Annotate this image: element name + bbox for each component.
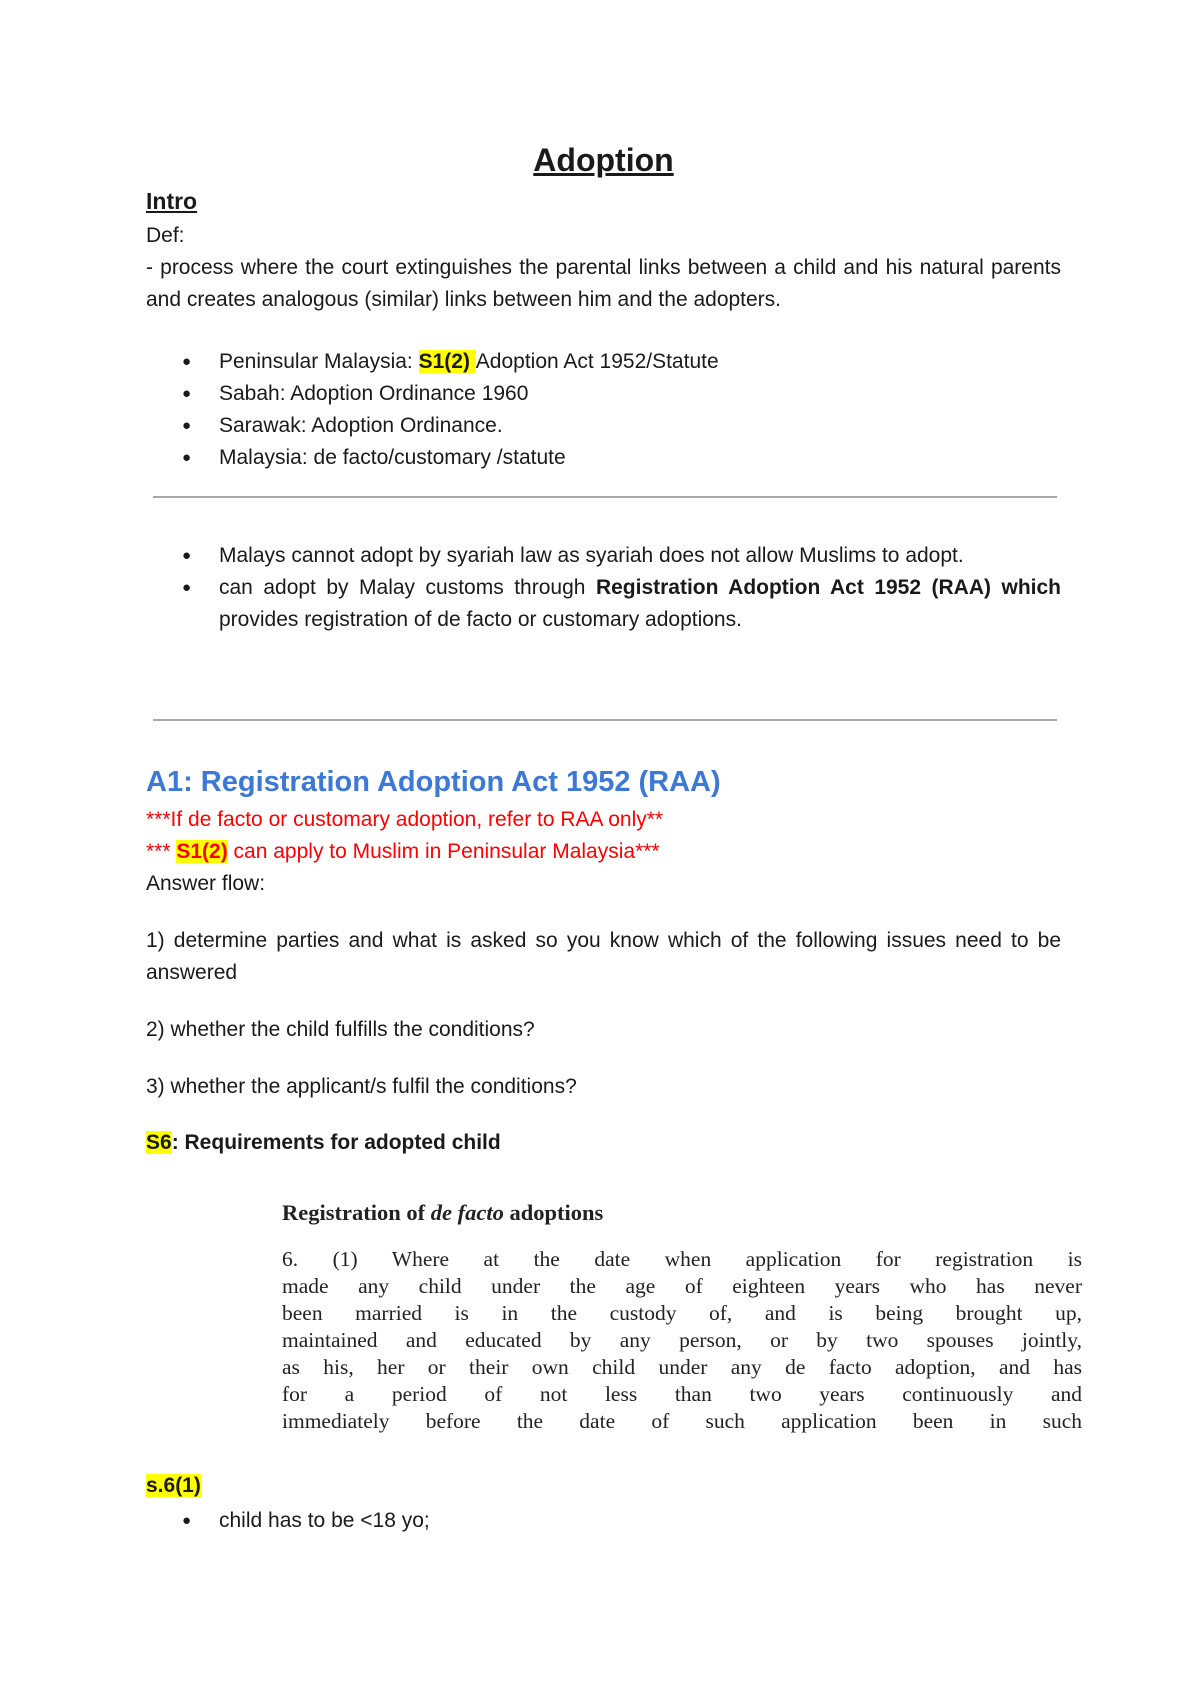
list-item: ● Sabah: Adoption Ordinance 1960: [146, 378, 1061, 410]
divider: [153, 496, 1057, 498]
statute-line: as his, her or their own child under any de facto adoption, and has: [282, 1355, 1082, 1379]
answer-flow-label: Answer flow:: [146, 872, 266, 895]
list-item: ● child has to be <18 yo;: [146, 1505, 1061, 1537]
raa-bold-text: Registration Adoption Act 1952 (RAA) which: [595, 576, 1061, 599]
malay-points-list: [146, 540, 1061, 636]
red-note-2: *** S1(2) can apply to Muslim in Peninsular Malaysia***: [146, 840, 660, 863]
highlight-s6: S6: [146, 1131, 172, 1154]
highlight-s1-2: S1(2): [418, 350, 476, 373]
statute-line: maintained and educated by any person, or by two spouses jointly,: [282, 1328, 1082, 1352]
page-title: Adoption: [533, 142, 674, 178]
step-2: 2) whether the child fulfills the conditions?: [146, 1018, 535, 1041]
s6-1-list: [146, 1505, 1061, 1537]
highlight-s6-1: s.6(1): [146, 1474, 201, 1497]
list-item: ● Malaysia: de facto/customary /statute: [146, 442, 1061, 474]
list-item: ● Malays cannot adopt by syariah law as syariah does not allow Muslims to adopt.: [146, 540, 1061, 572]
s6-heading: S6: Requirements for adopted child: [146, 1131, 501, 1154]
divider: [153, 719, 1057, 721]
list-item: ● Sarawak: Adoption Ordinance.: [146, 410, 1061, 442]
statute-heading: Registration of de facto adoptions: [282, 1200, 604, 1225]
step-1: 1) determine parties and what is asked so you know which of the following issues need to be answered: [146, 929, 1061, 984]
statute-line: for a period of not less than two years continuously and: [282, 1382, 1082, 1406]
s6-1-heading: [146, 1474, 201, 1498]
def-text: - process where the court extinguishes the parental links between a child and his natural parents and creates analogous (similar) links between him and the adopters.: [146, 256, 1061, 311]
red-note-1: ***If de facto or customary adoption, refer to RAA only**: [146, 808, 664, 831]
statute-line: 6. (1) Where at the date when application for registration is: [282, 1247, 1082, 1271]
step-3: 3) whether the applicant/s fulfil the conditions?: [146, 1075, 577, 1098]
statute-line: immediately before the date of such application been in such: [282, 1409, 1082, 1433]
def-label: Def:: [146, 224, 185, 247]
jurisdiction-list: [146, 346, 1061, 474]
section-heading-a1: A1: Registration Adoption Act 1952 (RAA): [146, 766, 721, 798]
highlight-s1-2: S1(2): [176, 840, 228, 863]
statute-clause: [282, 1246, 1082, 1435]
list-item: ● can adopt by Malay customs through Registration Adoption Act 1952 (RAA) which provides registration of de facto or customary adoptions.: [146, 572, 1061, 636]
statute-excerpt-image: [282, 1200, 1082, 1460]
list-item: ● Peninsular Malaysia: S1(2) Adoption Act 1952/Statute: [146, 346, 1061, 378]
intro-heading: Intro: [146, 188, 198, 214]
statute-line: made any child under the age of eighteen years who has never: [282, 1274, 1082, 1298]
statute-line: been married is in the custody of, and is being brought up,: [282, 1301, 1082, 1325]
